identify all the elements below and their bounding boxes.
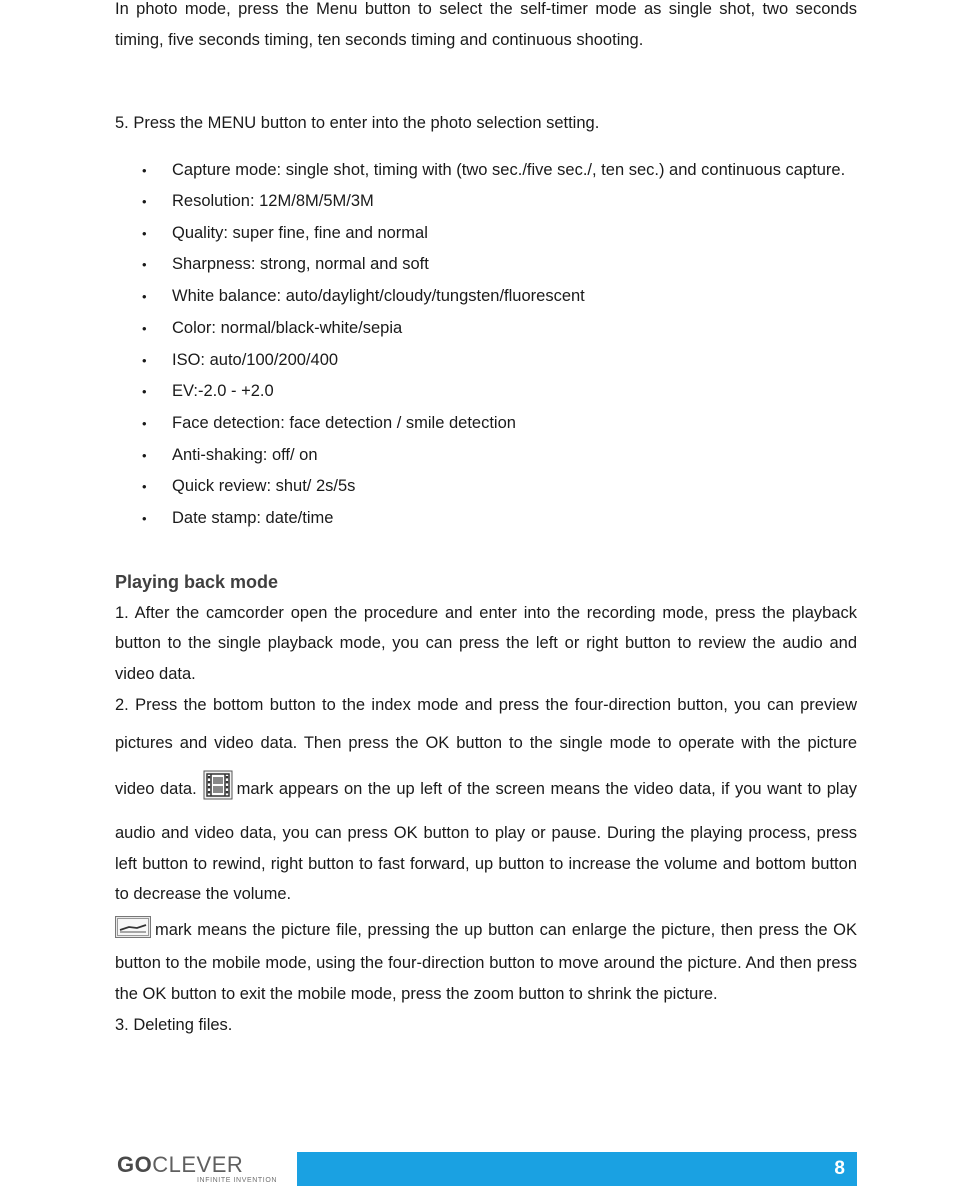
page-number-bar — [297, 1152, 857, 1186]
bullet-icon: • — [142, 479, 147, 495]
video-file-icon — [203, 770, 233, 818]
bullet-icon: • — [142, 511, 147, 527]
list-item: • ISO: auto/100/200/400 — [115, 345, 857, 377]
step-5-text: 5. Press the MENU button to enter into the photo selection setting. — [115, 114, 600, 132]
list-item: • EV:-2.0 - +2.0 — [115, 376, 857, 408]
list-item: • Quick review: shut/ 2s/5s — [115, 471, 857, 503]
bullet-icon: • — [142, 415, 147, 431]
intro-paragraph: In photo mode, press the Menu button to select the self-timer mode as single shot, two seconds timing, five seconds timing, ten seconds timing and continuous shooting. — [115, 0, 857, 49]
play-step-3: 3. Deleting files. — [115, 1015, 233, 1034]
logo-clever: CLEVER — [152, 1152, 244, 1177]
bullet-icon: • — [142, 320, 147, 336]
list-item: • White balance: auto/daylight/cloudy/tungsten/fluorescent — [115, 281, 857, 313]
logo-go: GO — [117, 1152, 153, 1177]
bullet-icon: • — [142, 384, 147, 400]
picture-file-icon — [115, 916, 151, 949]
bullet-icon: • — [142, 289, 147, 305]
bullet-icon: • — [142, 447, 147, 463]
picture-mark-paragraph: mark means the picture file, pressing the up button can enlarge the picture, then press the OK button to the mobile mode, using the four-direction button to move around the picture. And then press the OK button to exit the mobile mode, press the zoom button to shrink the picture. — [115, 915, 857, 1010]
list-item: • Anti-shaking: off/ on — [115, 440, 857, 472]
list-item: • Face detection: face detection / smile detection — [115, 408, 857, 440]
photo-settings-list — [115, 155, 857, 535]
page-number: 8 — [834, 1158, 845, 1179]
list-item: • Sharpness: strong, normal and soft — [115, 249, 857, 281]
logo-tagline: INFINITE INVENTION — [197, 1177, 278, 1184]
goclever-logo — [115, 1152, 285, 1186]
bullet-icon: • — [142, 257, 147, 273]
bullet-icon: • — [142, 225, 147, 241]
list-item: • Quality: super fine, fine and normal — [115, 218, 857, 250]
bullet-icon: • — [142, 194, 147, 209]
bullet-icon: • — [142, 352, 147, 368]
section-title: Playing back mode — [115, 571, 279, 592]
list-item: • Capture mode: single shot, timing with (two sec./five sec./, ten sec.) and continuous capture. — [115, 155, 857, 186]
logo-wordmark — [117, 1152, 243, 1177]
list-item: • Color: normal/black-white/sepia — [115, 313, 857, 345]
page-footer — [0, 1148, 960, 1188]
list-item: • Date stamp: date/time — [115, 503, 857, 535]
play-step-1: 1. After the camcorder open the procedure and enter into the recording mode, press the playback button to the single playback mode, you can press the left or right button to review the audio and video data. — [115, 603, 857, 683]
document-page — [115, 0, 857, 1040]
play-step-2: 2. Press the bottom button to the index mode and press the four-direction button, you can preview pictures and video data. Then press the OK button to the single mode to operate with the picture video data. mark appears on the up left of the screen means the video data, if you want to play audio and video data, you can press OK button to play or pause. During the playing process, press left button to rewind, right button to fast forward, up button to increase the volume and bottom button to decrease the volume. — [115, 695, 857, 904]
list-item: • Resolution: 12M/8M/5M/3M — [115, 186, 857, 218]
bullet-icon: • — [142, 163, 147, 178]
